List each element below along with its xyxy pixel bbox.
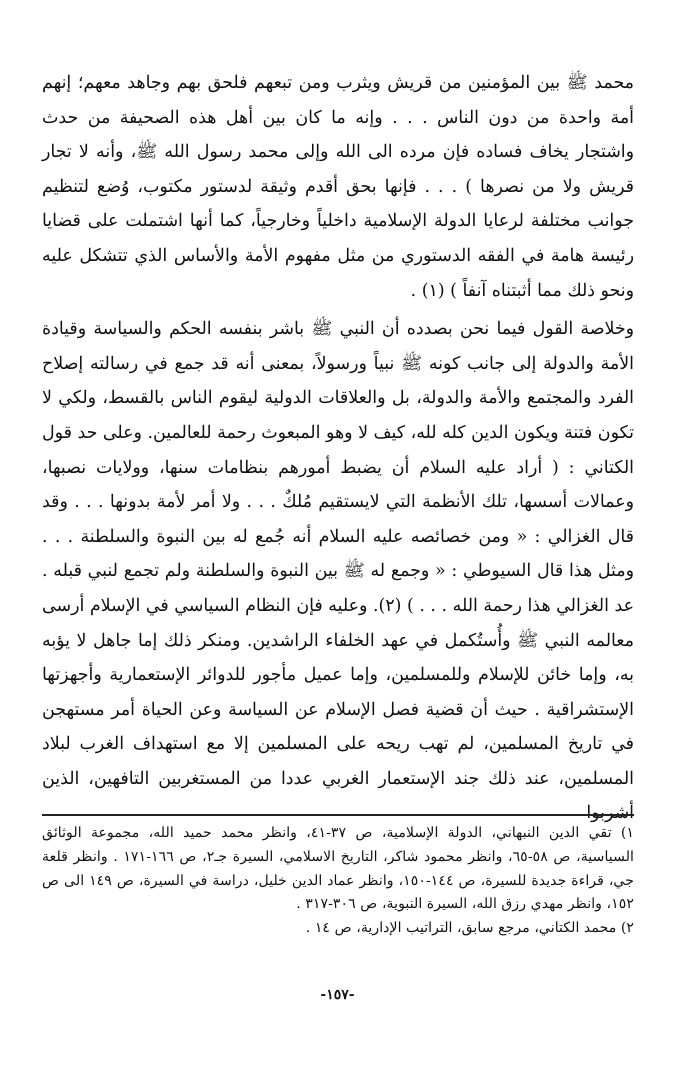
main-text xyxy=(42,66,634,831)
paragraph-2: وخلاصة القول فيما نحن بصدده أن النبي ﷺ باشر بنفسه الحكم والسياسة وقيادة الأمة والدولة إلى جانب كونه ﷺ نبياً ورسولاً، بمعنى أنه قد جمع في رسالته إصلاح الفرد والمجتمع والأمة والدولة، بل والعلاقات الدولية ليقوم الناس بالقسط، ولكي لا تكون فتنة ويكون الدين كله لله، كيف لا وهو المبعوث رحمة للعالمين. وعلى حد قول الكتاني : ( أراد عليه السلام أن يضبط أمورهم بنظامات سنها، وولايات نصبها، وعمالات أسسها، تلك الأنظمة التي لايستقيم مُلكٌ . . . ولا أمر لأمة بدونها . . . وقد قال الغزالي : « ومن خصائصه عليه السلام أنه جُمع له بين النبوة والسلطنة . . . ومثل هذا قال السيوطي : « وجمع له ﷺ بين النبوة والسلطنة ولم تجمع لنبي قبله . عد الغزالي هذا رحمة الله . . . ) (٢). وعليه فإن النظام السياسي في الإسلام أرسى معالمه النبي ﷺ وأُستُكمل في عهد الخلفاء الراشدين. ومنكر ذلك إما جاهل لا يؤبه به، وإما خائن للإسلام وللمسلمين، وإما عميل مأجور للدوائر الإستعمارية وأجهزتها الإستشراقية . حيث أن قضية فصل الإسلام عن السياسة وعن الحياة أمر مستهجن في تاريخ المسلمين، لم تهب ريحه على المسلمين إلا مع استهداف الغرب لبلاد المسلمين، عند ذلك جند الإستعمار الغربي عددا من المستغربين التافهين، الذين أشربوا xyxy=(42,319,634,824)
paragraph-1: محمد ﷺ بين المؤمنين من قريش ويثرب ومن تبعهم فلحق بهم وجاهد معهم؛ إنهم أمة واحدة من دون الناس . . . وإنه ما كان بين أهل هذه الصحيفة من حدث واشتجار يخاف فساده فإن مرده الى الله وإلى محمد رسول الله ﷺ، وأنه لا تجار قريش ولا من نصرها ) . . . فإنها بحق أقدم وثيقة لدستور مكتوب، وُضع لتنظيم جوانب مختلفة لرعايا الدولة الإسلامية داخلياً وخارجياً، كما أنها اشتملت على قضايا رئيسة هامة في الفقه الدستوري من مثل مفهوم الأمة والأساس الذي تتشكل عليه ونحو ذلك مما أثبتناه آنفاً ) (١) . xyxy=(42,73,634,301)
footnotes xyxy=(42,822,634,941)
footnote-divider xyxy=(42,814,634,816)
footnote-2: ٢) محمد الكتاني، مرجع سابق، التراتيب الإدارية، ص ١٤ . xyxy=(305,920,634,937)
page-number: -١٥٧- xyxy=(320,987,355,1003)
footnote-1: ١) تقي الدين النبهاني، الدولة الإسلامية، ص ٣٧-٤١، وانظر محمد حميد الله، مجموعة الوثائق السياسية، ص ٥٨-٦٥، وانظر محمود شاكر، التاريخ الاسلامي، السيرة جـ٢، ص ١٦٦-١٧١ . وانظر قلعة جي، قراءة جديدة للسيرة، ص ١٤٤-١٥٠، وانظر عماد الدين خليل، دراسة في السيرة، ص ١٤٩ الى ص ١٥٢، وانظر مهدي رزق الله، السيرة النبوية، ص ٣٠٦-٣١٧ . xyxy=(42,825,635,913)
